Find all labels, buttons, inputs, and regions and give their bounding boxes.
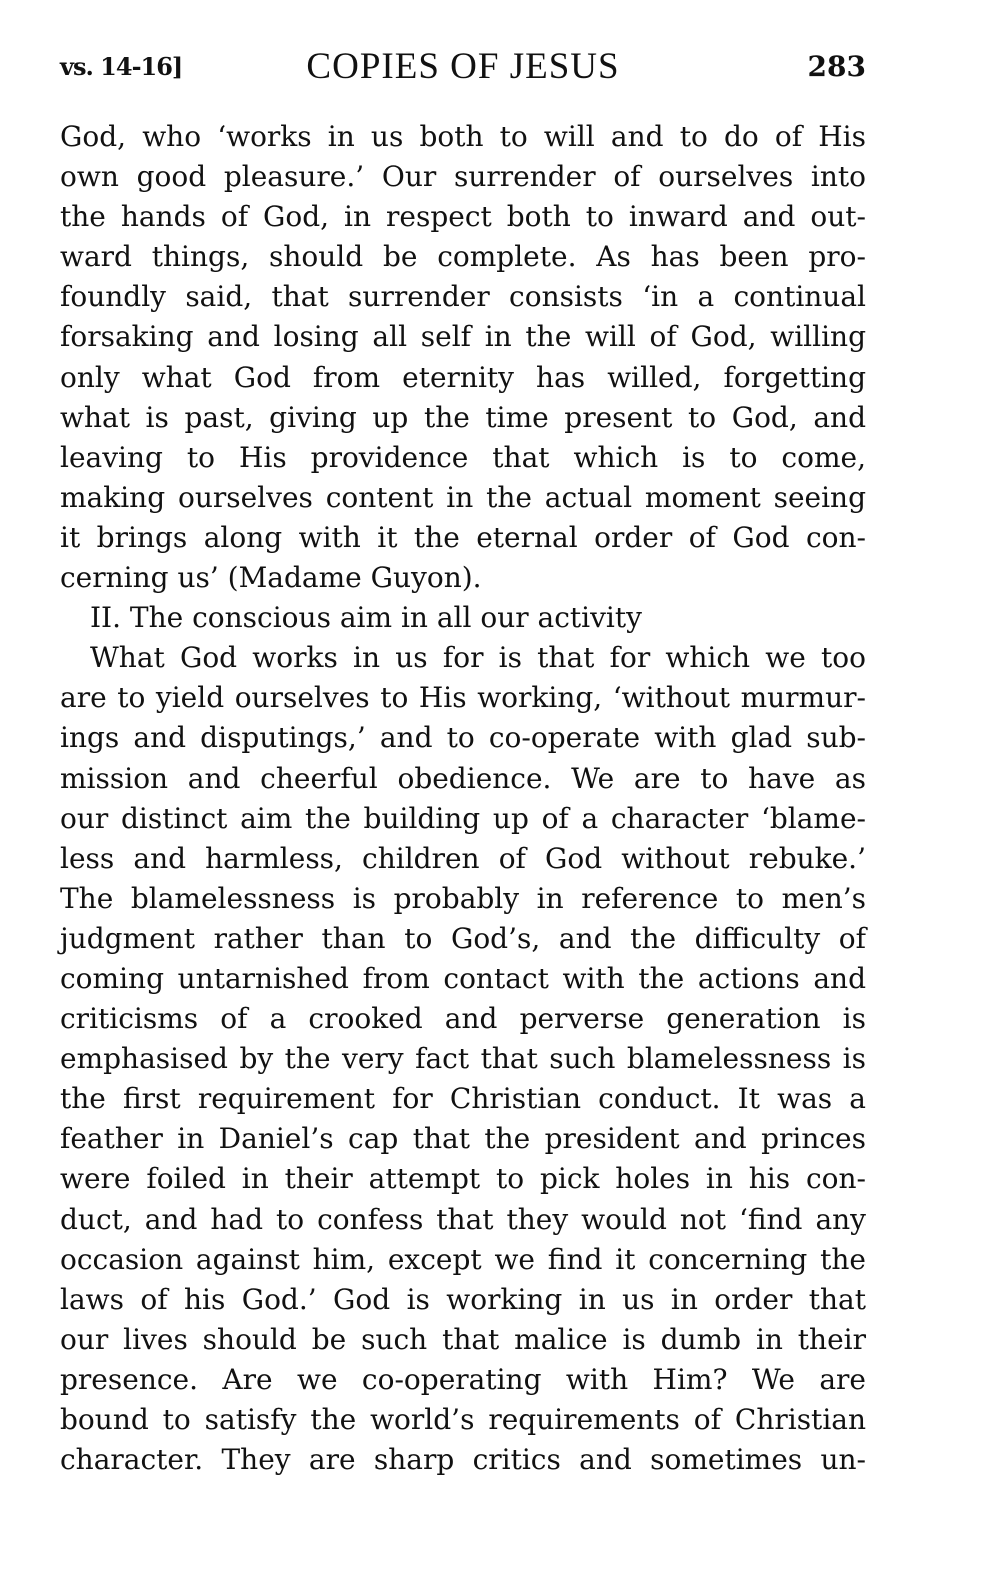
text-line: our lives should be such that malice is dumb in their bbox=[60, 1322, 866, 1356]
text-line: criticisms of a crooked and perverse generation is bbox=[60, 1002, 866, 1036]
book-page bbox=[60, 40, 866, 1560]
text-line: cerning us’ (Madame Guyon). bbox=[60, 561, 482, 595]
text-line: ward things, should be complete. As has been pro- bbox=[60, 240, 866, 274]
page-number: 283 bbox=[807, 50, 866, 83]
text-line: occasion against him, except we find it concerning the bbox=[60, 1242, 866, 1276]
text-line: our distinct aim the building up of a character ‘blame- bbox=[60, 801, 866, 835]
text-line: bound to satisfy the world’s requirements of Christian bbox=[60, 1403, 866, 1436]
text-line: are to yield ourselves to His working, ‘without murmur- bbox=[60, 681, 866, 715]
text-line: it brings along with it the eternal order of God con- bbox=[60, 520, 866, 554]
text-line: less and harmless, children of God without rebuke.’ bbox=[60, 841, 866, 875]
running-title: COPIES OF JESUS bbox=[306, 46, 620, 87]
text-line: What God works in us for is that for which we too bbox=[90, 641, 866, 675]
text-line: forsaking and losing all self in the will of God, willing bbox=[60, 320, 866, 354]
text-line: laws of his God.’ God is working in us in order that bbox=[60, 1282, 866, 1316]
text-line: mission and cheerful obedience. We are to have as bbox=[60, 761, 866, 795]
text-line: the hands of God, in respect both to inward and out- bbox=[60, 200, 866, 234]
text-line: presence. Are we co-operating with Him? We are bbox=[60, 1362, 866, 1396]
text-line: leaving to His providence that which is to come, bbox=[60, 440, 866, 474]
text-line: ings and disputings,’ and to co-operate with glad sub- bbox=[60, 721, 866, 755]
text-line: feather in Daniel’s cap that the president and princes bbox=[60, 1122, 866, 1156]
text-line: character. They are sharp critics and sometimes un- bbox=[60, 1443, 866, 1477]
text-line: only what God from eternity has willed, forgetting bbox=[60, 360, 866, 394]
text-line: coming untarnished from contact with the actions and bbox=[60, 961, 866, 995]
text-line: were foiled in their attempt to pick holes in his con- bbox=[60, 1162, 866, 1196]
text-line: the first requirement for Christian conduct. It was a bbox=[60, 1082, 866, 1116]
text-line: judgment rather than to God’s, and the difficulty of bbox=[60, 921, 866, 955]
text-line: foundly said, that surrender consists ‘in a continual bbox=[60, 280, 866, 314]
running-header bbox=[60, 40, 866, 100]
text-line: The blamelessness is probably in reference to men’s bbox=[60, 881, 866, 915]
body-text bbox=[60, 117, 866, 1480]
text-line: own good pleasure.’ Our surrender of ourselves into bbox=[60, 160, 866, 194]
text-line: God, who ‘works in us both to will and to do of His bbox=[60, 120, 866, 153]
text-line: what is past, giving up the time present to God, and bbox=[60, 400, 866, 434]
text-line: duct, and had to confess that they would not ‘find any bbox=[60, 1202, 866, 1236]
text-line: making ourselves content in the actual moment seeing bbox=[60, 480, 866, 514]
text-line: II. The conscious aim in all our activity bbox=[90, 601, 642, 635]
verse-reference: vs. 14-16] bbox=[60, 52, 183, 81]
text-line: emphasised by the very fact that such blamelessness is bbox=[60, 1042, 866, 1076]
